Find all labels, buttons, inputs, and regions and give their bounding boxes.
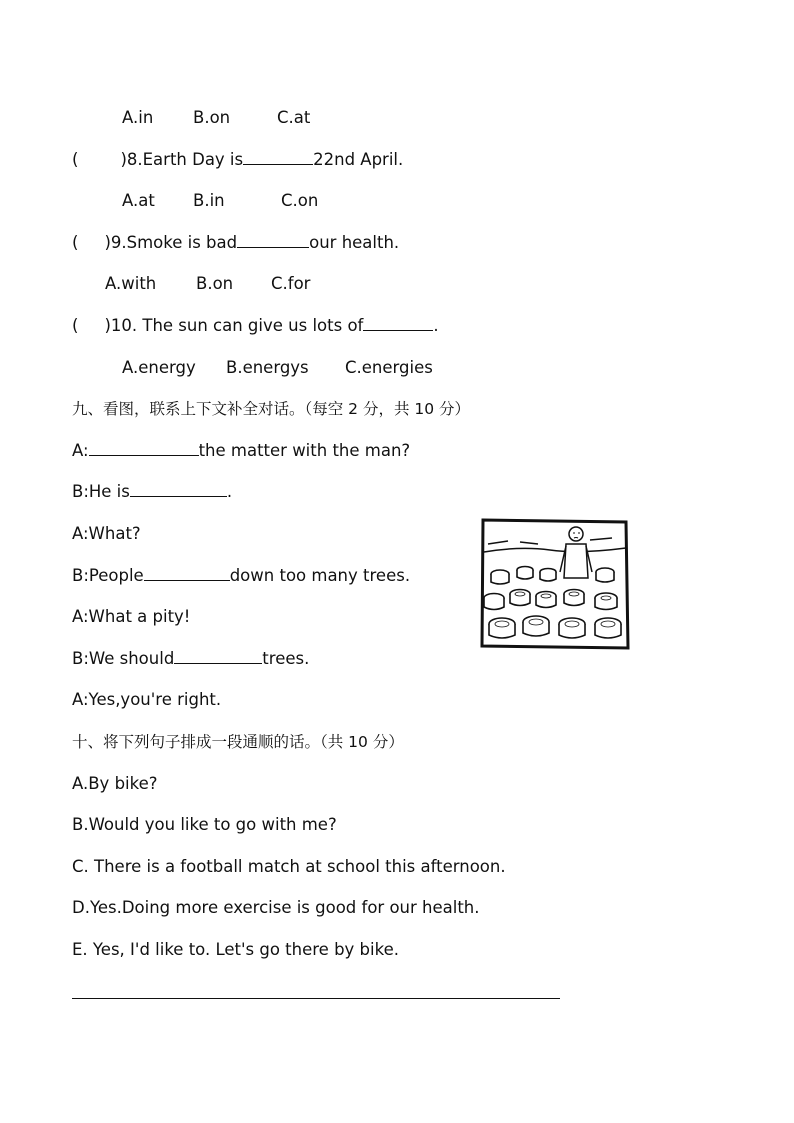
dialogue-line: [72, 648, 309, 670]
q9-option-c: C.for: [271, 274, 311, 293]
question-10: [72, 315, 439, 337]
dialogue-text: B:People: [72, 566, 144, 585]
dialogue-text: trees.: [262, 649, 310, 668]
q10-option-b: B.energys: [226, 358, 309, 377]
q9-option-a: A.with: [105, 274, 157, 293]
q7-option-c: C.at: [277, 108, 311, 127]
dialogue-text: A:What?: [72, 524, 141, 543]
q8-option-a: A.at: [122, 191, 155, 210]
answer-blank[interactable]: [363, 315, 433, 331]
dialogue-line: [72, 689, 221, 711]
sentence-item: E. Yes, I'd like to. Let's go there by bike.: [72, 940, 399, 959]
sentence-item: D.Yes.Doing more exercise is good for our health.: [72, 898, 480, 917]
dialogue-text: A:Yes,you're right.: [72, 690, 222, 709]
q8-option-c: C.on: [281, 191, 319, 210]
dialogue-text: A:What a pity!: [72, 607, 191, 626]
answer-paren-open: (: [72, 150, 79, 169]
answer-blank[interactable]: [89, 440, 199, 456]
dialogue-line: [72, 481, 232, 503]
answer-paren-open: (: [72, 316, 79, 335]
sentence-item: B.Would you like to go with me?: [72, 815, 337, 834]
q7-option-b: B.on: [193, 108, 231, 127]
dialogue-text: down too many trees.: [229, 566, 411, 585]
dialogue-text: A:: [72, 441, 89, 460]
answer-blank[interactable]: [243, 149, 313, 165]
question-8: [72, 149, 403, 171]
answer-line[interactable]: [72, 998, 560, 999]
sentence-item: C. There is a football match at school this afternoon.: [72, 857, 506, 876]
question-8-tail: 22nd April.: [313, 150, 404, 169]
tree-stumps-illustration: [480, 516, 630, 650]
answer-blank[interactable]: [144, 565, 230, 581]
q9-option-b: B.on: [196, 274, 234, 293]
q10-option-a: A.energy: [122, 358, 196, 377]
question-8-stem: )8.Earth Day is: [120, 150, 244, 169]
answer-blank[interactable]: [130, 481, 227, 497]
dialogue-line: [72, 565, 410, 587]
dialogue-line: [72, 440, 410, 462]
q10-option-c: C.energies: [345, 358, 433, 377]
dialogue-text: .: [226, 482, 233, 501]
sentence-item: A.By bike?: [72, 774, 158, 793]
answer-paren-open: (: [72, 233, 79, 252]
question-9-stem: )9.Smoke is bad: [104, 233, 238, 252]
dialogue-text: B:We should: [72, 649, 175, 668]
q8-option-b: B.in: [193, 191, 225, 210]
question-10-tail: .: [433, 316, 439, 335]
question-10-stem: )10. The sun can give us lots of: [104, 316, 364, 335]
question-9: [72, 232, 399, 254]
question-9-tail: our health.: [309, 233, 400, 252]
section-10-heading: 十、将下列句子排成一段通顺的话。（共 10 分）: [72, 733, 404, 751]
dialogue-line: [72, 523, 141, 545]
q7-option-a: A.in: [122, 108, 154, 127]
dialogue-line: [72, 606, 190, 628]
dialogue-text: the matter with the man?: [198, 441, 411, 460]
section-9-heading: 九、看图，联系上下文补全对话。（每空 2 分，共 10 分）: [72, 400, 471, 418]
answer-blank[interactable]: [174, 648, 262, 664]
dialogue-text: B:He is: [72, 482, 130, 501]
answer-blank[interactable]: [237, 232, 309, 248]
